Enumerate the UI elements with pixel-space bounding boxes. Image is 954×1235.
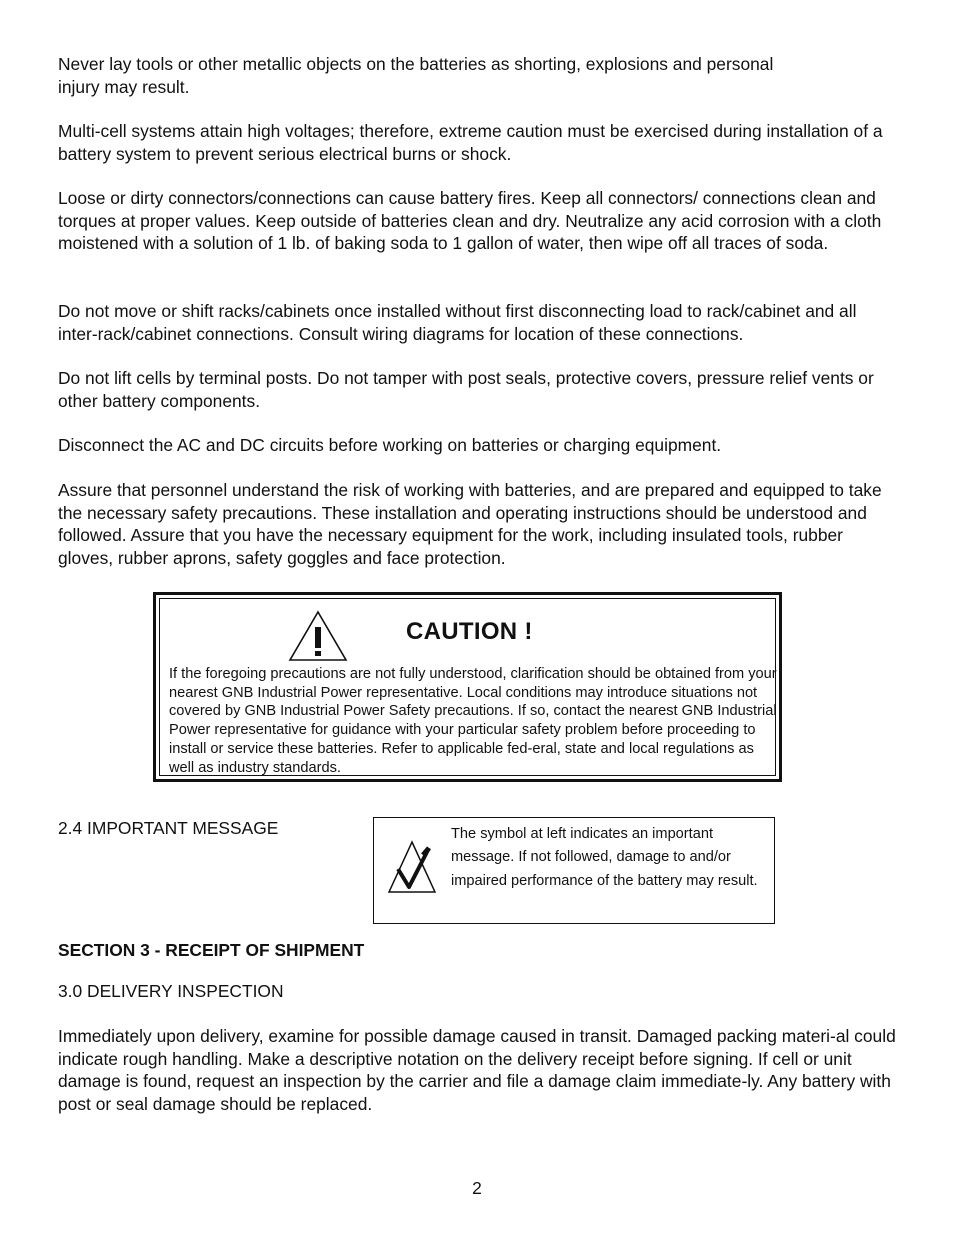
paragraph-personnel-safety: Assure that personnel understand the risk of working with batteries, and are prepared and equipped to take the necessary safety precautions. These installation and operating instructions should be understood and followed. Assure that you have the necessary equipment for the work, including insulated tools, rubber gloves, rubber aprons, safety goggles and face protection. (58, 480, 882, 568)
paragraph-metallic-objects: Never lay tools or other metallic objects on the batteries as shorting, explosions and personal injury may result. (58, 54, 774, 97)
paragraph-terminal-posts: Do not lift cells by terminal posts. Do not tamper with post seals, protective covers, pressure relief vents or other battery components. (58, 368, 874, 411)
paragraph-high-voltages: Multi-cell systems attain high voltages; therefore, extreme caution must be exercised during installation of a battery system to prevent serious electrical burns or shock. (58, 121, 883, 164)
section-3-title: SECTION 3 - RECEIPT OF SHIPMENT (58, 940, 365, 960)
important-message-heading: 2.4 IMPORTANT MESSAGE (58, 818, 279, 838)
caution-text: If the foregoing precautions are not fully understood, clarification should be obtained from your nearest GNB Industrial Power representative. Local conditions may introduce situations not covered by GNB Industrial Power Safety precautions. If so, contact the nearest GNB Industrial Power representative for guidance with your particular safety problem before proceeding to install or service these batteries. Refer to applicable fed-eral, state and local regulations as well as industry standards. (169, 666, 777, 776)
caution-inner-frame (159, 598, 776, 776)
page-number: 2 (472, 1178, 482, 1198)
paragraph-disconnect-circuits: Disconnect the AC and DC circuits before working on batteries or charging equipment. (58, 435, 722, 455)
checkmark-triangle-icon (387, 839, 437, 895)
paragraph-loose-connectors: Loose or dirty connectors/connections can cause battery fires. Keep all connectors/ connections clean and torques at proper values. Keep outside of batteries clean and dry. Neutralize any acid corrosion with a cloth moistened with a solution of 1 lb. of baking soda to 1 gallon of water, then wipe off all traces of soda. (58, 188, 882, 254)
important-message-box (373, 817, 775, 924)
important-message-text: The symbol at left indicates an important message. If not followed, damage to and/or impaired performance of the battery may result. (451, 826, 758, 889)
paragraph-delivery-inspection: Immediately upon delivery, examine for possible damage caused in transit. Damaged packing materi-al could indicate rough handling. Make a descriptive notation on the delivery receipt before signing. If cell or unit damage is found, request an inspection by the carrier and file a damage claim immediate-ly. Any battery with post or seal damage should be replaced. (58, 1026, 896, 1114)
warning-triangle-icon (288, 610, 348, 662)
paragraph-racks-cabinets: Do not move or shift racks/cabinets once installed without first disconnecting load to rack/cabinet and all inter-rack/cabinet connections. Consult wiring diagrams for location of these connections. (58, 301, 857, 344)
caution-title: CAUTION ! (406, 618, 533, 645)
delivery-inspection-heading: 3.0 DELIVERY INSPECTION (58, 981, 284, 1001)
caution-box (153, 592, 782, 782)
